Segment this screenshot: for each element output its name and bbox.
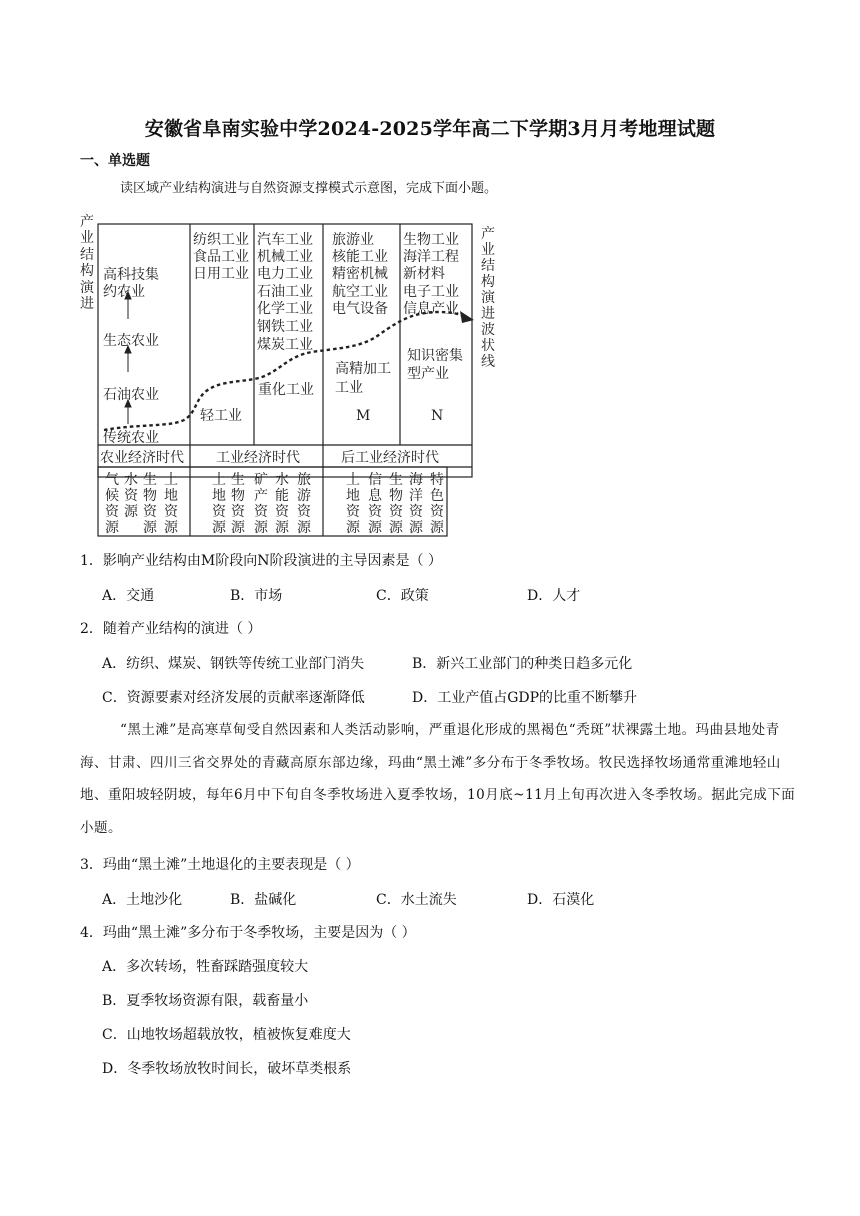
light-industry: 食品工业	[193, 249, 249, 265]
resource-char: 地	[346, 488, 360, 504]
q2-option-b[interactable]: B．新兴工业部门的种类日趋多元化	[412, 656, 633, 672]
q3-stem: 3．玛曲“黑土滩”土地退化的主要表现是（ ）	[80, 857, 360, 873]
n-letter: N	[431, 408, 444, 424]
section-heading: 一、单选题	[80, 153, 150, 169]
n-industry: 电子工业	[403, 284, 459, 300]
resource-char: 源	[389, 520, 403, 536]
resource-char: 源	[143, 520, 157, 536]
n-desc: 型产业	[407, 366, 449, 382]
resource-char: 物	[231, 488, 245, 504]
resource-char: 源	[124, 504, 138, 520]
q4-stem: 4．玛曲“黑土滩”多分布于冬季牧场，主要是因为（ ）	[80, 925, 416, 941]
resource-char: 资	[346, 504, 360, 520]
resource-char: 资	[164, 504, 178, 520]
q3-option-a[interactable]: A．土地沙化	[102, 892, 183, 908]
q2-option-c[interactable]: C．资源要素对经济发展的贡献率逐渐降低	[102, 690, 365, 706]
resource-char: 生	[389, 472, 403, 488]
resource-char: 特	[430, 472, 444, 488]
resource-char: 源	[105, 520, 119, 536]
q3-option-c[interactable]: C．水土流失	[376, 892, 457, 908]
n-industry: 信息产业	[403, 301, 459, 317]
q1-stem: 1．影响产业结构由M阶段向N阶段演进的主导因素是（ ）	[80, 553, 442, 569]
heavy-industry: 石油工业	[257, 284, 313, 300]
resource-char: 生	[231, 472, 245, 488]
resource-char: 资	[409, 504, 423, 520]
resource-char: 海	[409, 472, 423, 488]
era-label: 后工业经济时代	[341, 450, 439, 466]
resource-char: 水	[124, 472, 138, 488]
left-axis-char: 产	[80, 214, 94, 230]
heavy-industry: 机械工业	[257, 249, 313, 265]
m-industry: 航空工业	[332, 284, 388, 300]
resource-char: 资	[143, 504, 157, 520]
m-desc: 工业	[335, 380, 363, 396]
heavy-industry-label: 重化工业	[258, 382, 314, 398]
resource-char: 源	[346, 520, 360, 536]
resource-char: 源	[297, 520, 311, 536]
agri-stage: 石油农业	[103, 387, 159, 403]
heavy-industry: 汽车工业	[257, 232, 313, 248]
heavy-industry: 煤炭工业	[257, 337, 313, 353]
q4-option-c[interactable]: C．山地牧场超载放牧，植被恢复难度大	[102, 1027, 351, 1043]
exam-title: 安徽省阜南实验中学2024-2025学年高二下学期3月月考地理试题	[144, 118, 716, 140]
heavy-industry: 钢铁工业	[257, 319, 313, 335]
era-label: 工业经济时代	[216, 450, 300, 466]
m-industry: 精密机械	[332, 266, 388, 282]
n-industry: 新材料	[403, 266, 445, 282]
agri-stage: 生态农业	[103, 333, 159, 349]
resource-char: 资	[389, 504, 403, 520]
resource-char: 物	[143, 488, 157, 504]
resource-char: 资	[124, 488, 138, 504]
resource-char: 水	[275, 472, 289, 488]
left-axis-char: 演	[80, 280, 94, 296]
right-axis-char: 构	[481, 274, 495, 290]
resource-char: 资	[212, 504, 226, 520]
m-industry: 旅游业	[332, 232, 374, 248]
right-axis-char: 演	[481, 290, 495, 306]
resource-char: 土	[346, 472, 360, 488]
right-axis-char: 产	[481, 226, 495, 242]
q1-option-b[interactable]: B．市场	[230, 588, 283, 604]
resource-char: 息	[368, 488, 382, 504]
resource-char: 资	[275, 504, 289, 520]
q3-option-b[interactable]: B．盐碱化	[230, 892, 297, 908]
left-axis-char: 构	[80, 263, 94, 279]
reading-passage: “黑土滩”是高寒草甸受自然因素和人类活动影响，严重退化形成的黑褐色“秃斑”状裸露土地。玛曲县地处青海、甘肃、四川三省交界处的青藏高原东部边缘，玛曲“黑土滩”多分布于冬季牧场。牧民选择牧场通常重滩地轻山地、重阳坡轻阴坡，每年6月中下旬自冬季牧场进入夏季牧场，10月底~11月上旬再次进入冬季牧场。据此完成下面小题。	[80, 722, 796, 836]
m-industry: 电气设备	[332, 301, 388, 317]
resource-char: 生	[143, 472, 157, 488]
right-axis-char: 线	[481, 354, 495, 370]
resource-char: 矿	[254, 472, 268, 488]
resource-char: 地	[212, 488, 226, 504]
light-industry-label: 轻工业	[200, 408, 242, 424]
light-industry: 纺织工业	[193, 232, 249, 248]
agri-stage: 约农业	[103, 284, 145, 300]
left-axis-char: 业	[80, 230, 94, 246]
resource-char: 洋	[409, 488, 423, 504]
resource-char: 候	[105, 488, 119, 504]
resource-char: 源	[164, 520, 178, 536]
q3-option-d[interactable]: D．石漠化	[527, 892, 595, 908]
resource-char: 源	[212, 520, 226, 536]
resource-char: 资	[430, 504, 444, 520]
resource-char: 产	[254, 488, 268, 504]
resource-char: 资	[105, 504, 119, 520]
resource-char: 土	[212, 472, 226, 488]
resource-char: 资	[297, 504, 311, 520]
resource-char: 资	[254, 504, 268, 520]
resource-char: 物	[389, 488, 403, 504]
era-label: 农业经济时代	[100, 450, 184, 466]
right-axis-char: 业	[481, 242, 495, 258]
resource-char: 旅	[297, 472, 311, 488]
agri-stage: 传统农业	[103, 430, 159, 446]
q2-stem: 2．随着产业结构的演进（ ）	[80, 621, 262, 637]
q4-option-a[interactable]: A．多次转场，牲畜踩踏强度较大	[102, 959, 309, 975]
intro-text: 读区域产业结构演进与自然资源支撑模式示意图，完成下面小题。	[120, 181, 498, 196]
resource-char: 资	[368, 504, 382, 520]
resource-char: 气	[105, 472, 119, 488]
right-axis-char: 波	[481, 322, 495, 338]
n-industry: 海洋工程	[403, 249, 459, 265]
right-axis-char: 结	[481, 258, 495, 274]
q4-option-d[interactable]: D．冬季牧场放牧时间长，破坏草类根系	[102, 1061, 352, 1077]
light-industry: 日用工业	[193, 266, 249, 282]
resource-char: 源	[368, 520, 382, 536]
n-desc: 知识密集	[407, 348, 463, 364]
m-industry: 核能工业	[332, 249, 388, 265]
heavy-industry: 电力工业	[257, 266, 313, 282]
resource-char: 资	[231, 504, 245, 520]
resource-char: 游	[297, 488, 311, 504]
m-letter: M	[356, 408, 371, 424]
q1-option-a[interactable]: A．交通	[102, 588, 155, 604]
left-axis-char: 进	[80, 296, 94, 312]
resource-char: 信	[368, 472, 382, 488]
right-axis-char: 状	[481, 338, 495, 354]
resource-char: 土	[164, 472, 178, 488]
q1-option-c[interactable]: C．政策	[376, 588, 429, 604]
q1-option-d[interactable]: D．人才	[527, 588, 581, 604]
m-desc: 高精加工	[335, 361, 391, 377]
resource-char: 色	[430, 488, 444, 504]
n-industry: 生物工业	[403, 232, 459, 248]
resource-char: 源	[231, 520, 245, 536]
q2-option-d[interactable]: D．工业产值占GDP的比重不断攀升	[412, 690, 638, 706]
right-axis-char: 进	[481, 306, 495, 322]
agri-stage: 高科技集	[103, 267, 159, 283]
heavy-industry: 化学工业	[257, 301, 313, 317]
q2-option-a[interactable]: A．纺织、煤炭、钢铁等传统工业部门消失	[102, 656, 365, 672]
left-axis-char: 结	[80, 247, 94, 263]
industry-structure-figure	[76, 212, 506, 542]
resource-char: 源	[409, 520, 423, 536]
resource-char: 源	[275, 520, 289, 536]
q4-option-b[interactable]: B．夏季牧场资源有限，载畜量小	[102, 993, 309, 1009]
resource-char: 地	[164, 488, 178, 504]
resource-char: 源	[254, 520, 268, 536]
resource-char: 能	[275, 488, 289, 504]
resource-char: 源	[430, 520, 444, 536]
